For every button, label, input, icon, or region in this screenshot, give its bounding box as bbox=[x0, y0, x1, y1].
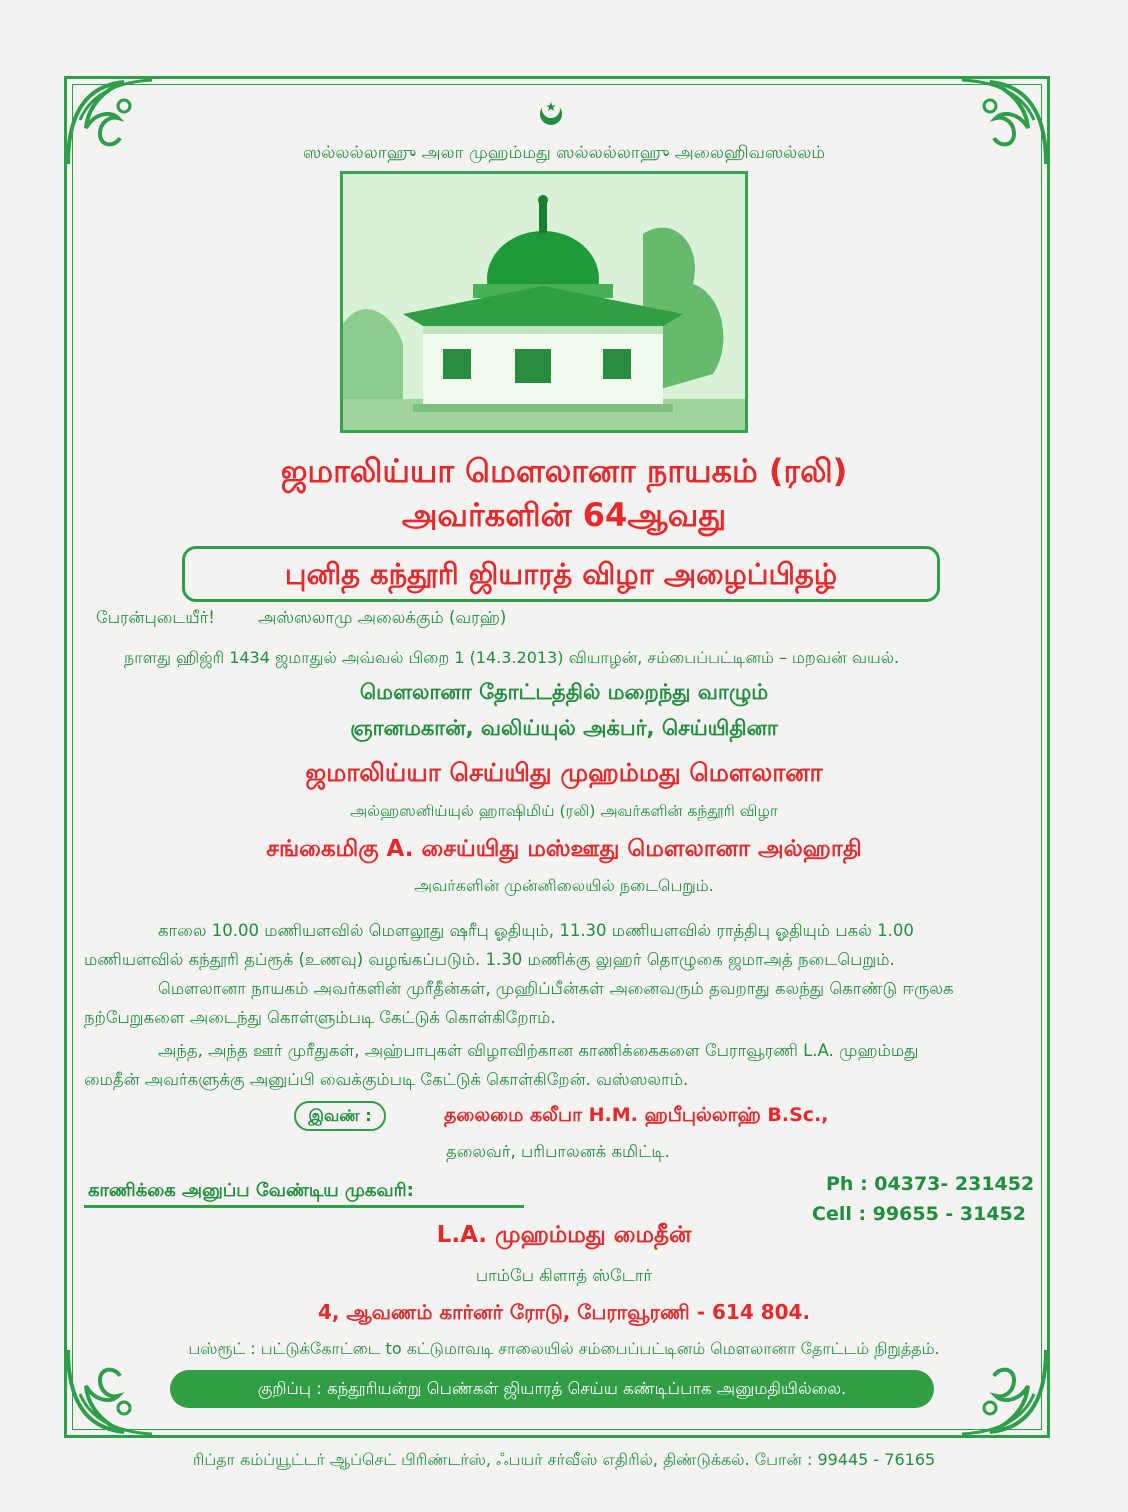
offering-paragraph bbox=[84, 1036, 1028, 1094]
offering-line-1: அந்த, அந்த ஊர் முரீதுகள், அஹ்பாபுகள் விழாவிற்கான காணிக்கைகளை பேராவூரணி L.A. முஹம்மது bbox=[158, 1041, 919, 1060]
greeting-salam: அஸ்ஸலாமு அலைக்கும் (வரஹ்) bbox=[258, 608, 507, 627]
invitation-title-box bbox=[182, 546, 940, 602]
salawat-line: ஸல்லல்லாஹு அலா முஹம்மது ஸல்லல்லாஹு அலைஹிவஸல்லம் bbox=[302, 143, 826, 163]
title-line-1: ஜமாலிய்யா மௌலானா நாயகம் (ரலி) bbox=[280, 452, 848, 490]
address-name: L.A. முஹம்மது மைதீன் bbox=[436, 1222, 692, 1248]
greeting-dear: பேரன்புடையீர்! bbox=[96, 608, 215, 627]
address-heading: காணிக்கை அனுப்ப வேண்டிய முகவரி: bbox=[88, 1180, 414, 1201]
saint-line-2: ஞானமகான், வலிய்யுல் அக்பர், செய்யிதினா bbox=[350, 716, 778, 740]
invitation-title: புனித கந்தூரி ஜியாரத் விழா அழைப்பிதழ் bbox=[284, 557, 838, 591]
bus-route: பஸ்ரூட் : பட்டுக்கோட்டை to கட்டுமாவடி சாலையில் சம்பைப்பட்டினம் மௌலானா தோட்டம் நிறுத்தம். bbox=[188, 1339, 940, 1358]
offering-line-2: மைதீன் அவர்களுக்கு அனுப்பி வைக்கும்படி கேட்டுக் கொள்கிறேன். வஸ்ஸலாம். bbox=[84, 1070, 689, 1089]
address-underline bbox=[84, 1205, 524, 1208]
saint-line-1: மௌலானா தோட்டத்தில் மறைந்து வாழும் bbox=[359, 680, 769, 704]
address-shop: பாம்பே கிளாத் ஸ்டோர் bbox=[475, 1266, 653, 1285]
presided-by: சங்கைமிகு A. சைய்யிது மஸ்ஊது மௌலானா அல்ஹாதி bbox=[266, 836, 862, 862]
ivan-label: இவண் : bbox=[294, 1101, 386, 1131]
note-banner: குறிப்பு : கந்தூரியன்று பெண்கள் ஜியாரத் செய்ய கண்டிப்பாக அனுமதியில்லை. bbox=[170, 1370, 934, 1408]
dargah-illustration bbox=[343, 174, 745, 430]
printer-credit: ரிப்தா கம்ப்யூட்டர் ஆப்செட் பிரிண்டர்ஸ், ஃபயர் சர்வீஸ் எதிரில், திண்டுக்கல். போன் : 99445 - 76165 bbox=[192, 1450, 936, 1469]
programme-paragraph bbox=[84, 916, 1028, 974]
crescent-star-icon bbox=[536, 98, 566, 128]
programme-line-1: காலை 10.00 மணியளவில் மௌலூது ஷரீபு ஓதியும், 11.30 மணியளவில் ராத்திபு ஓதியும் பகல் 1.00 bbox=[158, 921, 914, 940]
request-line-2: நற்பேறுகளை அடைந்து கொள்ளும்படி கேட்டுக் கொள்கிறோம். bbox=[84, 1008, 556, 1027]
dargah-photo bbox=[340, 171, 748, 433]
request-paragraph bbox=[84, 974, 1028, 1032]
saint-line-3: அல்ஹஸனிய்யுல் ஹாஷிமிய் (ரலி) அவர்களின் கந்தூரி விழா bbox=[350, 802, 778, 820]
date-line: நாளது ஹிஜ்ரி 1434 ஜமாதுல் அவ்வல் பிறை 1 (14.3.2013) வியாழன், சம்பைப்பட்டினம் – மறவன் வயல். bbox=[124, 648, 900, 667]
signatory-role: தலைவர், பரிபாலனக் கமிட்டி. bbox=[446, 1142, 670, 1161]
signatory-name: தலைமை கலீபா H.M. ஹபீபுல்லாஹ் B.Sc., bbox=[444, 1104, 829, 1126]
phone-number: Ph : 04373- 231452 bbox=[826, 1173, 1035, 1195]
programme-line-2: மணியளவில் கந்தூரி தப்ரூக் (உணவு) வழங்கப்படும். 1.30 மணிக்கு லுஹர் தொழுகை ஜமாஅத் நடைபெறும். bbox=[84, 950, 895, 969]
title-line-2: அவர்களின் 64ஆவது bbox=[401, 496, 727, 534]
cell-number: Cell : 99655 - 31452 bbox=[812, 1203, 1027, 1225]
request-line-1: மௌலானா நாயகம் அவர்களின் முரீதீன்கள், முஹிப்பீன்கள் அனைவரும் தவறாது கலந்து கொண்டு ஈருலக bbox=[158, 979, 954, 998]
saint-name: ஜமாலிய்யா செய்யிது முஹம்மது மௌலானா bbox=[305, 758, 823, 787]
presided-line: அவர்களின் முன்னிலையில் நடைபெறும். bbox=[414, 876, 714, 895]
address-street: 4, ஆவணம் கார்னர் ரோடு, பேராவூரணி - 614 804. bbox=[317, 1300, 811, 1324]
